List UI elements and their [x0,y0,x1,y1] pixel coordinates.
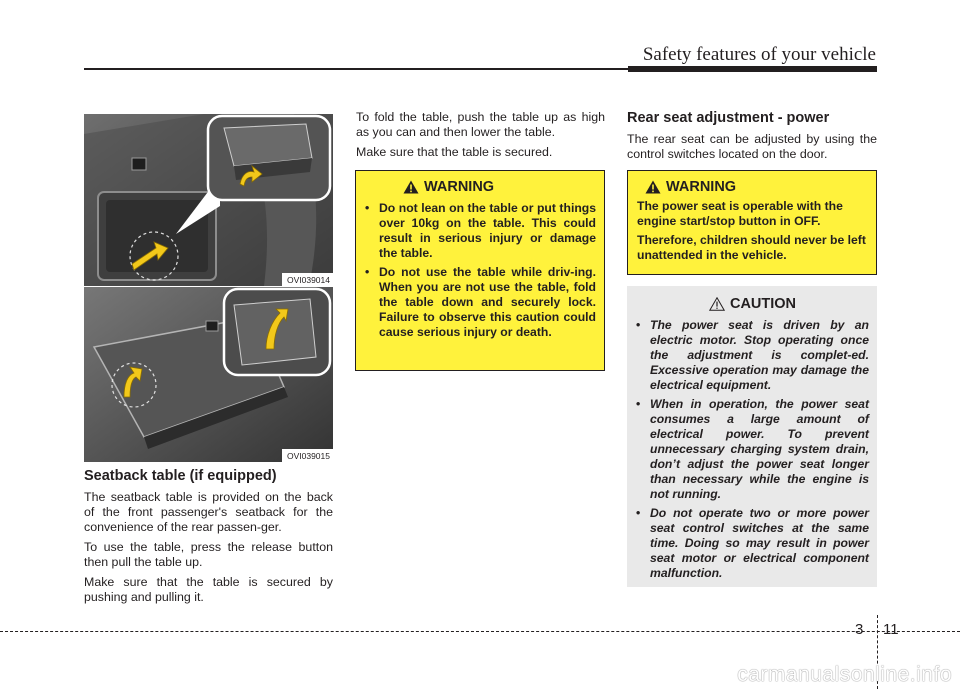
warning-title [637,179,868,195]
warning-box-power-seat [627,170,877,275]
photo-code-1: OVI039014 [282,273,333,286]
warning-paragraph: The power seat is operable with the engine start/stop button in OFF. [637,199,843,228]
warning-triangle-icon [645,180,661,194]
footer-rule [0,631,960,632]
seatback-paragraph: Make sure that the table is secured by pushing and pulling it. [84,575,333,604]
caution-list [636,318,869,581]
seatback-table-heading: Seatback table (if equipped) [84,468,277,484]
rear-seat-section [627,110,877,167]
rear-seat-heading: Rear seat adjustment - power [627,110,830,126]
caution-box [627,286,877,587]
warning-item: • Do not lean on the table or put things over 10kg on the table. This could result in serious injury or damage the table. [365,201,596,261]
watermark: carmanualsonline.info [737,663,952,686]
seatback-paragraph: The seatback table is provided on the back of the front passenger's seatback for the convenience of the rear passen-ger. [84,490,333,534]
warning-box-table [355,170,605,371]
header-rule-accent [628,66,877,72]
caution-title-text: CAUTION [729,296,797,312]
seatback-table-photo-1 [84,114,333,286]
fold-paragraph: To fold the table, push the table up as high as you can and then lower the table. [356,110,605,139]
seatback-table-section [84,468,333,610]
seatback-table-photo-2 [84,287,333,462]
caution-title [636,296,869,312]
chapter-number: 3 [855,621,864,638]
caution-item: • When in operation, the power seat consumes a large amount of electrical power. To prevent unnecessary charging system drain, don’t adjust the power seat longer than necessary while the engine is not running. [636,397,869,502]
rear-seat-paragraph: The rear seat can be adjusted by using the control switches located on the door. [627,132,877,161]
caution-item: • The power seat is driven by an electric motor. Stop operating once the adjustment is complet-ed. Excessive operation may damage the electrical equipment. [636,318,869,393]
seatback-paragraph: To use the table, press the release button then pull the table up. [84,540,333,569]
warning-triangle-icon [403,180,419,194]
photo-code-2: OVI039015 [282,449,333,462]
warning-title-text: WARNING [666,179,737,195]
seatback-table-open-illustration [84,287,333,462]
page-number: 11 [883,621,899,638]
fold-table-section [356,110,605,165]
header-rule [84,68,628,70]
warning-paragraph: Therefore, children should never be left unattended in the vehicle. [637,233,866,262]
fold-paragraph: Make sure that the table is secured. [356,145,553,159]
warning-item: • Do not use the table while driv-ing. When you are not use the table, fold the table down and securely lock. Failure to observe this caution could cause serious injury or death. [365,265,596,340]
warning-title-text: WARNING [424,179,495,195]
seatback-release-illustration [84,114,333,286]
warning-list [365,201,596,340]
warning-title [365,179,596,195]
caution-item: • Do not operate two or more power seat control switches at the same time. Doing so may result in power seat motor or electrical component malfunction. [636,506,869,581]
caution-triangle-icon [709,297,725,311]
page-header-title: Safety features of your vehicle [642,44,876,65]
